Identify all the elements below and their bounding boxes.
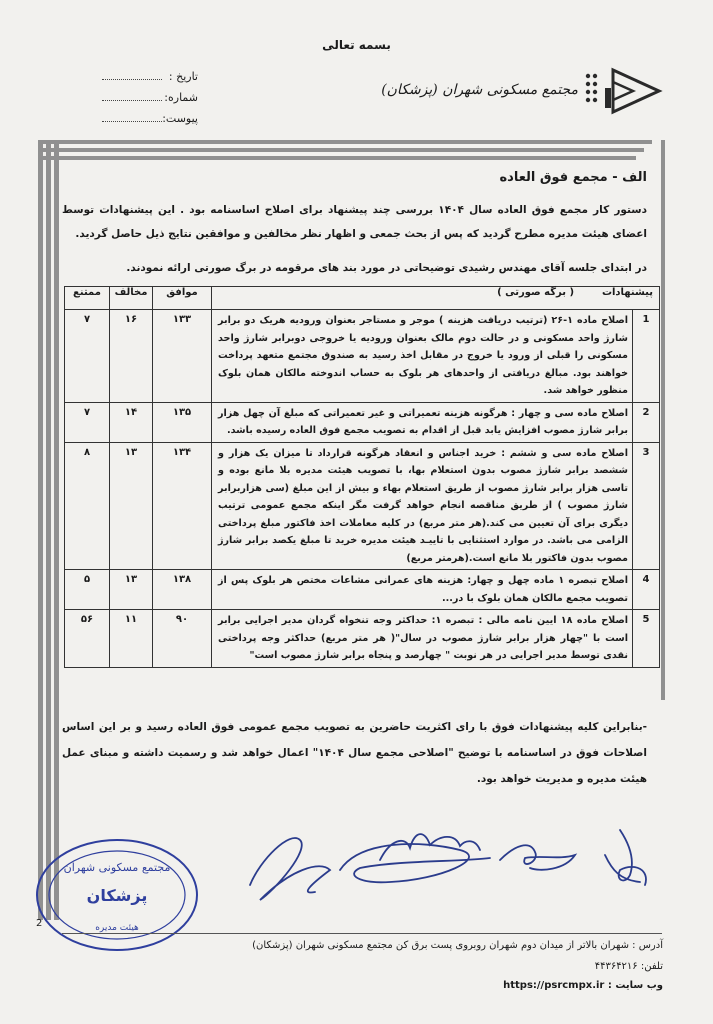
frame-bar-right xyxy=(661,140,665,700)
table-row xyxy=(65,570,660,610)
row-agree: ۱۳۳ xyxy=(153,310,212,403)
row-number: 2 xyxy=(633,402,660,442)
row-text: اصلاح ماده ۱۸ ایین نامه مالی : تبصره ۱: حداکثر وجه تنخواه گردان مدیر اجرایی برابر است با "چهار هزار برابر شارژ مصوب در سال"( هر متر مربع) حداکثر وجه پرداختی نقدی توسط مدیر اجرایی در هر نوبت " چهارصد و پنجاه برابر شارژ مصوب است" xyxy=(212,610,633,668)
stamp-line-1: مجتمع مسکونی شهران xyxy=(63,861,171,874)
section-heading: الف - مجمع فوق العاده xyxy=(499,170,647,185)
stamp-line-3: هیئت مدیره xyxy=(95,923,139,933)
footer-phone-line xyxy=(595,961,663,972)
signature-2 xyxy=(340,844,490,882)
date-line xyxy=(98,70,198,83)
table-row xyxy=(65,310,660,403)
table-row xyxy=(65,442,660,570)
row-number: 3 xyxy=(633,442,660,570)
page-number: 2 xyxy=(36,918,43,929)
frame-bar-top-3 xyxy=(38,156,636,160)
frame-bar-left-2 xyxy=(46,140,51,920)
date-label: تاریخ : xyxy=(168,70,198,83)
footer-website-label: وب سایت : xyxy=(607,980,663,991)
frame-bar-left-1 xyxy=(38,140,43,920)
stamp-seal xyxy=(32,835,202,955)
number-line xyxy=(98,91,198,104)
header-sheet-label: ( برگه صورتی ) xyxy=(497,287,575,298)
conclusion-paragraph: -بنابراین کلیه پیشنهادات فوق با رای اکثریت حاضرین به تصویب مجمع عمومی فوق العاده رسید و بر این اساس اصلاحات فوق در اساسنامه با توضیح "اصلاحی مجمع سال ۱۴۰۴" اعمال خواهد شد و رسمیت داشته و مبنای عمل هیئت مدیره و مدیریت خواهد بود. xyxy=(62,721,647,785)
basmala: بسمه تعالی xyxy=(322,38,391,52)
row-oppose: ۱۶ xyxy=(110,310,153,403)
logo-icon xyxy=(583,66,663,116)
footer-divider xyxy=(62,933,662,934)
intro-paragraph: دستور کار مجمع فوق العاده سال ۱۴۰۴ بررسی چند پیشنهاد برای اصلاح اساسنامه بود . این پیشنهادات توسط اعضای هیئت مدیره مطرح گردید که پس از بحث جمعی و اظهار نظر مخالفین و موافقین نتایج ذیل حاصل گردید. xyxy=(62,204,647,240)
attachment-line xyxy=(98,112,198,125)
org-name: مجتمع مسکونی شهران (پزشکان) xyxy=(381,82,578,98)
row-abstain: ۸ xyxy=(65,442,110,570)
row-oppose: ۱۳ xyxy=(110,570,153,610)
table-row xyxy=(65,610,660,668)
row-oppose: ۱۱ xyxy=(110,610,153,668)
header-agree: موافق xyxy=(153,287,212,310)
row-agree: ۹۰ xyxy=(153,610,212,668)
attachment-blank xyxy=(102,112,162,122)
row-text: اصلاح ماده سی و چهار : هرگونه هزینه تعمیراتی و غیر تعمیراتی که مبلغ آن چهل هزار برابر شارژ مصوب افزایش یابد قبل از اقدام به تصویب مجمع فوق العاده رسیده باشد. xyxy=(212,402,633,442)
signature-1 xyxy=(250,838,330,900)
stamp-line-2: پزشکان xyxy=(86,886,148,905)
row-abstain: ۵۶ xyxy=(65,610,110,668)
frame-bar-left-3 xyxy=(54,140,59,920)
header-proposals xyxy=(212,287,660,310)
row-number: 5 xyxy=(633,610,660,668)
header-oppose: مخالف xyxy=(110,287,153,310)
table-header-row xyxy=(65,287,660,310)
signature-3 xyxy=(380,834,480,860)
signature-5 xyxy=(605,830,646,885)
row-abstain: ۷ xyxy=(65,402,110,442)
row-text: اصلاح ماده سی و ششم : خرید اجناس و انعقاد هرگونه قرارداد تا میزان یک هزار و ششصد برابر شارژ مصوب بدون استعلام بها، با تصویب هیئت مدیره بلا مانع بوده و تاسی هزار برابر شارژ مصوب از طریق استعلام بهاء و بیش از این مبلغ (سی هزاربرابر شارژ مصوب ) از طریق مناقصه انجام خواهد گرفت مگر اینکه مجمع عمومی ترتیب دیگری برای آن تعیین می کند.(هر متر مربع) در کلیه معاملات اخذ فاکتور مبلغ پرداختی الزامی می باشد. در موارد استثنایی با تاییـد هیئت مدیره خرید تا مبلغ یکصد برابر شارژ مصوب بدون فاکتور بلا مانع است.(هرمتر مربع) xyxy=(212,442,633,570)
header-proposals-label: پیشنهادات xyxy=(601,287,653,298)
number-blank xyxy=(102,91,162,101)
date-blank xyxy=(102,70,162,80)
frame-bar-top-1 xyxy=(38,140,652,144)
row-text: اصلاح ماده ۱-۲۶ (ترتیب دریافت هزینه ) موجر و مستاجر بعنوان ورودیه هریک دو برابر شارژ واحد مسکونی و در حالت دوم مالک بعنوان ورودیه یا خروجی دوبرابر شارژ واحد مسکونی را قبلی از ورود یا خروج در مقابل اخذ رسید به صندوق مجتمع متعهد پرداخت خواهند بود. مبالغ دریافتی از واحدهای هر بلوک به حساب اندوخته مالکان همان بلوک منظور خواهد شد. xyxy=(212,310,633,403)
row-abstain: ۷ xyxy=(65,310,110,403)
proposals-table xyxy=(64,286,660,668)
row-agree: ۱۳۴ xyxy=(153,442,212,570)
attachment-label: پیوست: xyxy=(162,112,198,125)
footer-phone: ۴۴۳۶۴۲۱۶ xyxy=(594,961,638,972)
row-agree: ۱۳۵ xyxy=(153,402,212,442)
footer-address: آدرس : شهران بالاتر از میدان دوم شهران روبروی پست برق کن مجتمع مسکونی شهران (پزشکان) xyxy=(252,940,663,951)
row-oppose: ۱۴ xyxy=(110,402,153,442)
number-label: شماره: xyxy=(164,91,198,104)
session-paragraph: در ابتدای جلسه آقای مهندس رشیدی توضیحاتی در مورد بند های مرقومه در برگ صورتی ارائه نمودند. xyxy=(126,262,647,274)
row-abstain: ۵ xyxy=(65,570,110,610)
row-text: اصلاح تبصره ۱ ماده چهل و چهار: هزینه های عمرانی مشاعات مختص هر بلوک پس از تصویب مجمع مالکان همان بلوک با در... xyxy=(212,570,633,610)
frame-bar-top-2 xyxy=(38,148,644,152)
table-row xyxy=(65,402,660,442)
row-number: 1 xyxy=(633,310,660,403)
header-abstain: ممتنع xyxy=(65,287,110,310)
footer-website-link[interactable]: https://psrcmpx.ir xyxy=(503,980,605,991)
row-oppose: ۱۳ xyxy=(110,442,153,570)
row-agree: ۱۳۸ xyxy=(153,570,212,610)
footer-phone-label: تلفن: xyxy=(640,961,663,972)
footer-website-line xyxy=(503,980,663,991)
signature-4 xyxy=(500,845,575,869)
row-number: 4 xyxy=(633,570,660,610)
